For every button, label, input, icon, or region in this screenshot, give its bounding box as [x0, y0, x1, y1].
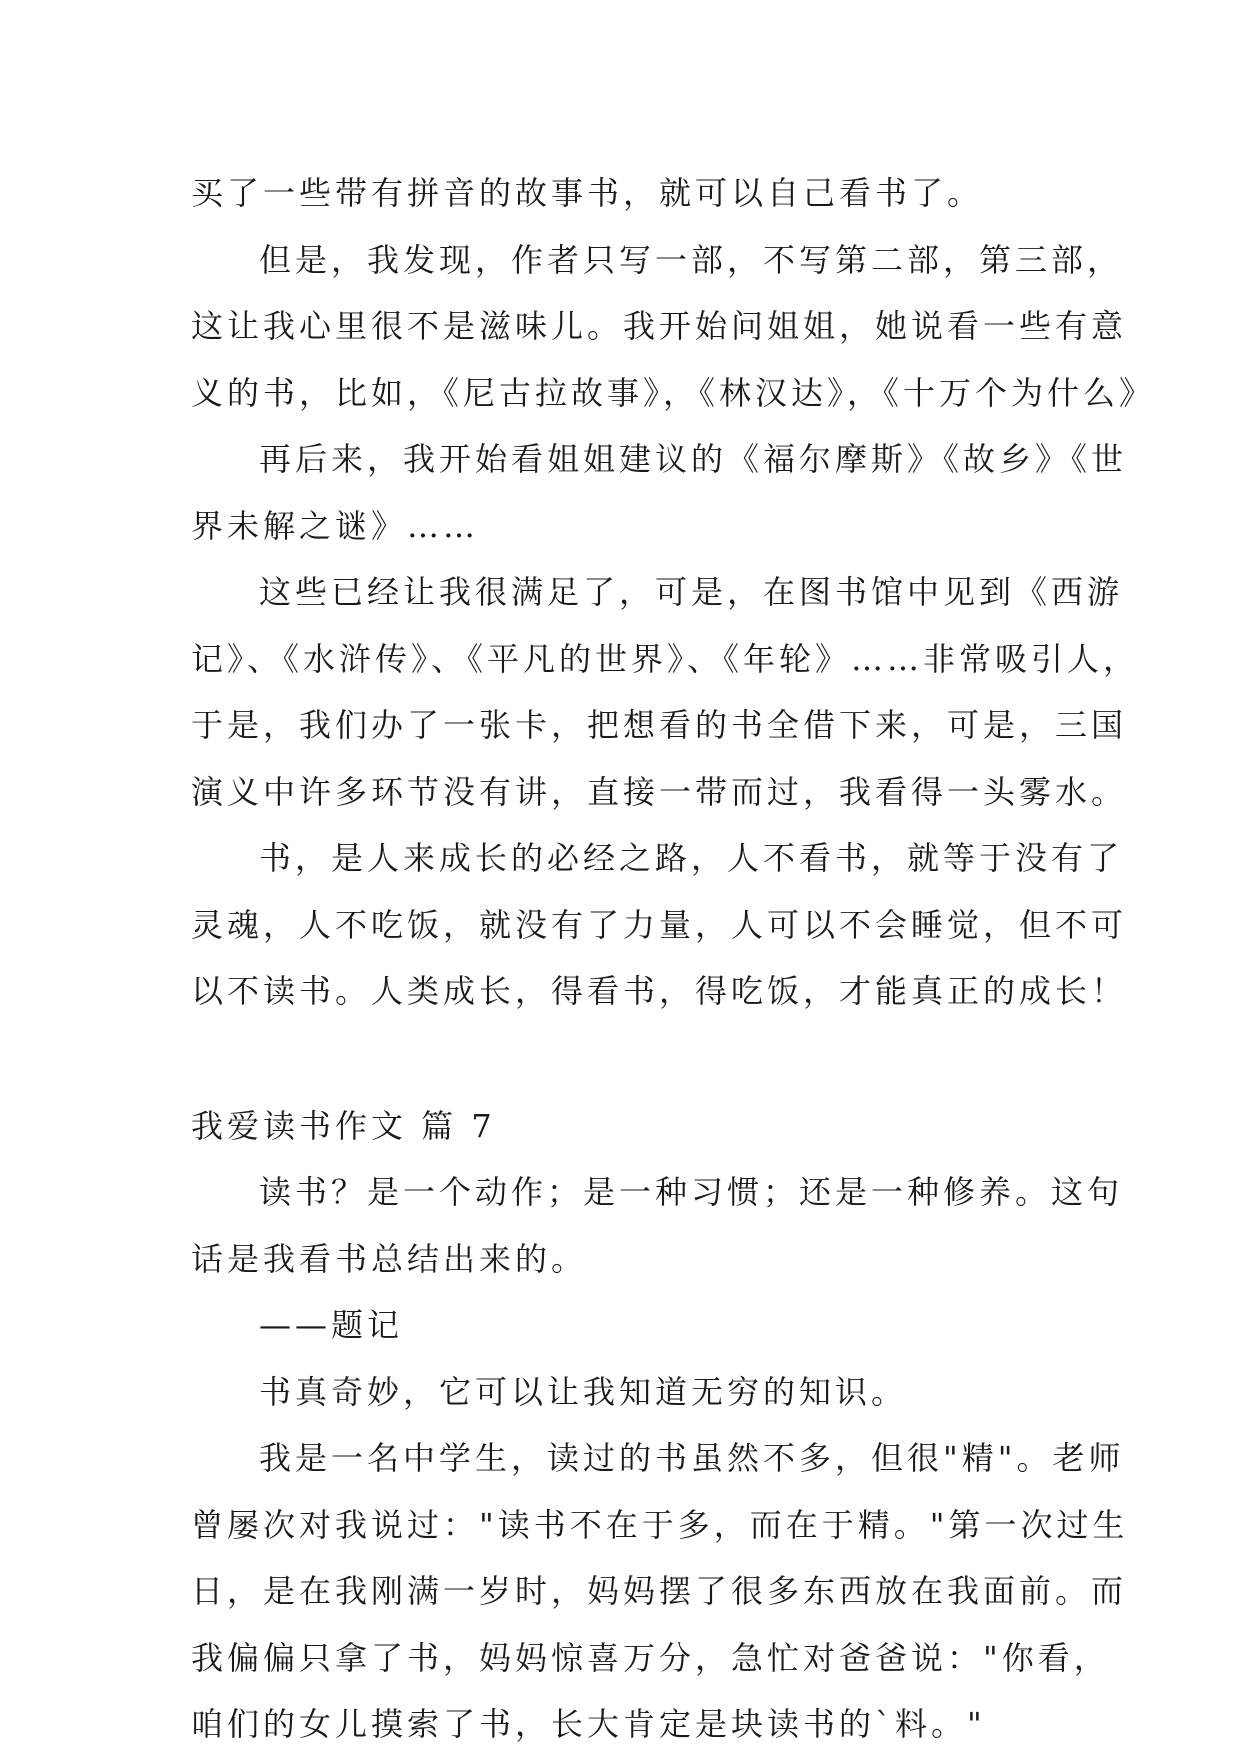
section-spacer: [191, 1025, 1071, 1093]
paragraph-line: 话是我看书总结出来的。: [191, 1239, 588, 1278]
paragraph-line: 买了一些带有拼音的故事书，就可以自己看书了。: [191, 174, 984, 212]
paragraph-line: 灵魂，人不吃饭，就没有了力量，人可以不会睡觉，但不可: [191, 905, 1128, 944]
paragraph-line: 义的书，比如，《尼古拉故事》，《林汉达》，《十万个为什么》: [191, 373, 1156, 412]
paragraph-line: 书，是人来成长的必经之路，人不看书，就等于没有了: [259, 839, 1124, 877]
paragraph-line: 读书？是一个动作；是一种习惯；还是一种修养。这句: [259, 1173, 1124, 1211]
epigraph-attribution: ——题记: [259, 1306, 404, 1344]
paragraph-line: 曾屡次对我说过："读书不在于多，而在于精。"第一次过生: [191, 1505, 1129, 1544]
paragraph-line: 于是，我们办了一张卡，把想看的书全借下来，可是，三国: [191, 706, 1128, 744]
section-heading: 我爱读书作文 篇 7: [191, 1106, 496, 1145]
paragraph-line: 演义中许多环节没有讲，直接一带而过，我看得一头雾水。: [191, 772, 1128, 811]
paragraph-line: 我是一名中学生，读过的书虽然不多，但很"精"。老师: [259, 1439, 1125, 1477]
paragraph-line: 但是，我发现，作者只写一部，不写第二部，第三部，: [259, 240, 1124, 279]
paragraph-line: 以不读书。人类成长，得看书，得吃饭，才能真正的成长！: [191, 972, 1128, 1010]
paragraph-line: 这些已经让我很满足了，可是，在图书馆中见到《西游: [259, 573, 1124, 611]
paragraph-line: 界未解之谜》……: [191, 506, 480, 545]
document-body: [191, 160, 1156, 1758]
paragraph-line: 记》、《水浒传》、《平凡的世界》、《年轮》……非常吸引人，: [191, 639, 1140, 678]
paragraph-line: 再后来，我开始看姐姐建议的《福尔摩斯》《故乡》《世: [259, 440, 1128, 478]
paragraph-line: 咱们的女儿摸索了书，长大肯定是块读书的`料。": [191, 1705, 986, 1743]
paragraph-line: 这让我心里很不是滋味儿。我开始问姐姐，她说看一些有意: [191, 307, 1128, 345]
paragraph-line: 日，是在我刚满一岁时，妈妈摆了很多东西放在我面前。而: [191, 1572, 1128, 1610]
paragraph-line: 我偏偏只拿了书，妈妈惊喜万分，急忙对爸爸说："你看，: [191, 1638, 1110, 1677]
paragraph-line: 书真奇妙，它可以让我知道无穷的知识。: [259, 1372, 908, 1411]
